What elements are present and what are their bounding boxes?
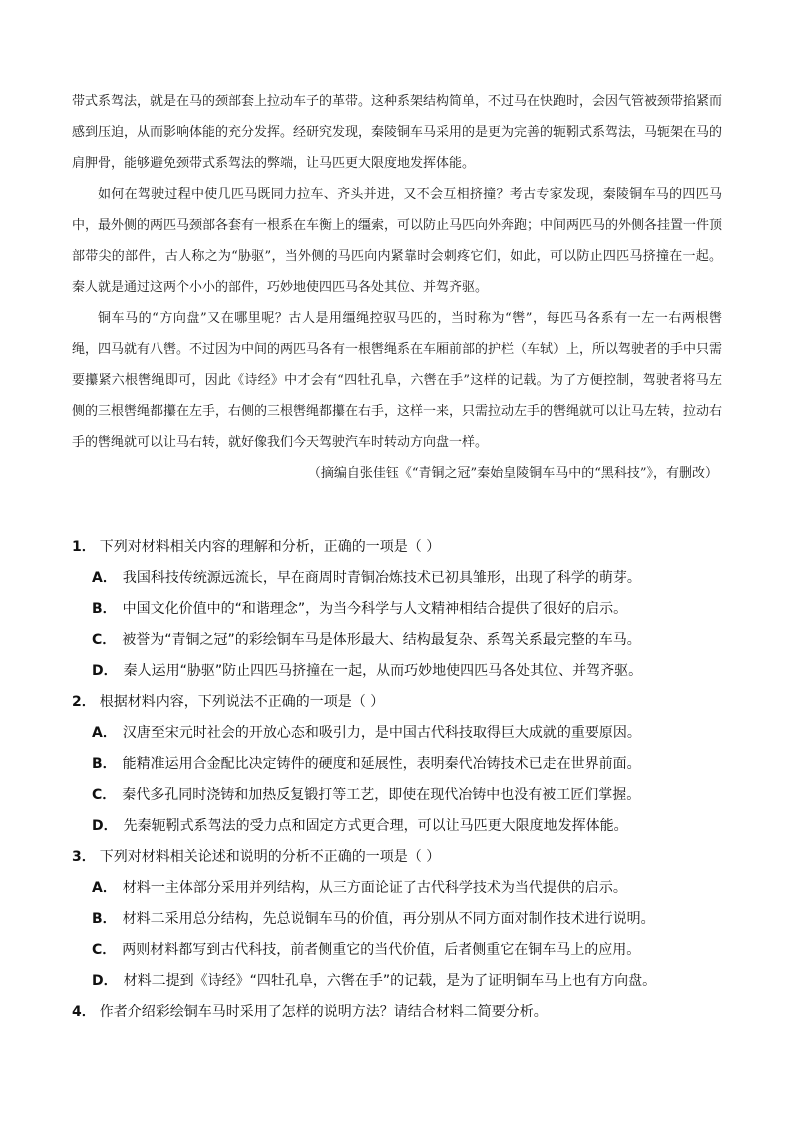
option-text: 两则材料都写到古代科技，前者侧重它的当代价值，后者侧重它在铜车马上的应用。 — [122, 942, 641, 958]
option-letter: C． — [92, 942, 117, 958]
question-3 — [72, 842, 732, 997]
option-text: 材料一主体部分采用并列结构，从三方面论证了古代科学技术为当代提供的启示。 — [122, 880, 627, 896]
option-letter: D． — [92, 973, 118, 989]
option-letter: D． — [92, 818, 118, 834]
reading-passage — [72, 86, 722, 489]
option-letter: A． — [92, 880, 117, 896]
question-2 — [72, 687, 732, 842]
passage-paragraph: 带式系驾法，就是在马的颈部套上拉动车子的革带。这种系架结构简单，不过马在快跑时，会因气管被颈带掐紧而感到压迫，从而影响体能的充分发挥。经研究发现，秦陵铜车马采用的是更为完善的轭靷式系驾法，马轭架在马的肩胛骨，能够避免颈带式系驾法的弊端，让马匹更大限度地发挥体能。 — [72, 94, 723, 171]
option-text: 秦人运用“胁驱”防止四匹马挤撞在一起，从而巧妙地使四匹马各处其位、并驾齐驱。 — [123, 663, 643, 679]
question-number: 3． — [72, 849, 96, 865]
option-d — [72, 656, 732, 687]
question-number: 2． — [72, 694, 96, 710]
option-c — [72, 625, 732, 656]
option-text: 我国科技传统源远流长，早在商周时青铜冶炼技术已初具雏形，出现了科学的萌芽。 — [122, 570, 641, 586]
option-letter: D． — [92, 663, 118, 679]
question-text: 作者介绍彩绘铜车马时采用了怎样的说明方法？请结合材料二简要分析。 — [99, 1004, 548, 1020]
question-list — [72, 532, 732, 1028]
question-1 — [72, 532, 732, 687]
option-c — [72, 780, 732, 811]
question-text: 下列对材料相关论述和说明的分析不正确的一项是（ ） — [99, 849, 441, 865]
question-stem — [72, 997, 732, 1028]
passage-paragraph: 如何在驾驶过程中使几匹马既同力拉车、齐头并进，又不会互相挤撞？考古专家发现，秦陵铜车马的四匹马中，最外侧的两匹马颈部各套有一根系在车衡上的缰索，可以防止马匹向外奔跑；中间两匹马的外侧各挂置一件顶部带尖的部件，古人称之为“胁驱”，当外侧的马匹向内紧靠时会刺疼它们，如此，可以防止四匹马挤撞在一起。秦人就是通过这两个小小的部件，巧妙地使四匹马各处其位、并驾齐驱。 — [72, 187, 723, 295]
option-a — [72, 563, 732, 594]
option-letter: B． — [92, 911, 117, 927]
option-a — [72, 718, 732, 749]
option-letter: A． — [92, 725, 117, 741]
option-text: 汉唐至宋元时社会的开放心态和吸引力，是中国古代科技取得巨大成就的重要原因。 — [122, 725, 641, 741]
option-a — [72, 873, 732, 904]
question-text: 根据材料内容，下列说法不正确的一项是（ ） — [99, 694, 385, 710]
option-letter: C． — [92, 787, 117, 803]
option-letter: C． — [92, 632, 117, 648]
option-text: 材料二采用总分结构，先总说铜车马的价值，再分别从不同方面对制作技术进行说明。 — [122, 911, 655, 927]
question-stem — [72, 687, 732, 718]
passage-source: （摘编自张佳钰《“青铜之冠”秦始皇陵铜车马中的“黑科技”》，有删改） — [307, 466, 718, 481]
question-4 — [72, 997, 732, 1028]
question-number: 4． — [72, 1004, 96, 1020]
option-d — [72, 811, 732, 842]
option-letter: B． — [92, 601, 117, 617]
option-text: 材料二提到《诗经》“四牡孔阜，六辔在手”的记载，是为了证明铜车马上也有方向盘。 — [123, 973, 657, 989]
option-text: 被誉为“青铜之冠”的彩绘铜车马是体形最大、结构最复杂、系驾关系最完整的车马。 — [122, 632, 641, 648]
option-c — [72, 935, 732, 966]
option-b — [72, 749, 732, 780]
option-b — [72, 904, 732, 935]
option-text: 中国文化价值中的“和谐理念”，为当今科学与人文精神相结合提供了很好的启示。 — [122, 601, 628, 617]
option-text: 先秦轭靷式系驾法的受力点和固定方式更合理，可以让马匹更大限度地发挥体能。 — [123, 818, 628, 834]
question-text: 下列对材料相关内容的理解和分析，正确的一项是（ ） — [99, 539, 441, 555]
question-stem — [72, 532, 732, 563]
option-letter: A． — [92, 570, 117, 586]
option-text: 能精准运用合金配比决定铸件的硬度和延展性，表明秦代冶铸技术已走在世界前面。 — [122, 756, 641, 772]
option-b — [72, 594, 732, 625]
option-d — [72, 966, 732, 997]
option-letter: B． — [92, 756, 117, 772]
passage-paragraph: 铜车马的“方向盘”又在哪里呢？古人是用缰绳控驭马匹的，当时称为“辔”，每匹马各系有一左一右两根辔绳，四马就有八辔。不过因为中间的两匹马各有一根辔绳系在车厢前部的护栏（车轼）上，所以驾驶者的手中只需要攥紧六根辔绳即可，因此《诗经》中才会有“四牡孔阜，六辔在手”这样的记载。为了方便控制，驾驶者将马左侧的三根辔绳都攥在左手，右侧的三根辔绳都攥在右手，这样一来，只需拉动左手的辔绳就可以让马左转，拉动右手的辔绳就可以让马右转，就好像我们今天驾驶汽车时转动方向盘一样。 — [72, 311, 723, 450]
question-number: 1． — [72, 539, 96, 555]
option-text: 秦代多孔同时浇铸和加热反复锻打等工艺，即使在现代冶铸中也没有被工匠们掌握。 — [122, 787, 641, 803]
question-stem — [72, 842, 732, 873]
